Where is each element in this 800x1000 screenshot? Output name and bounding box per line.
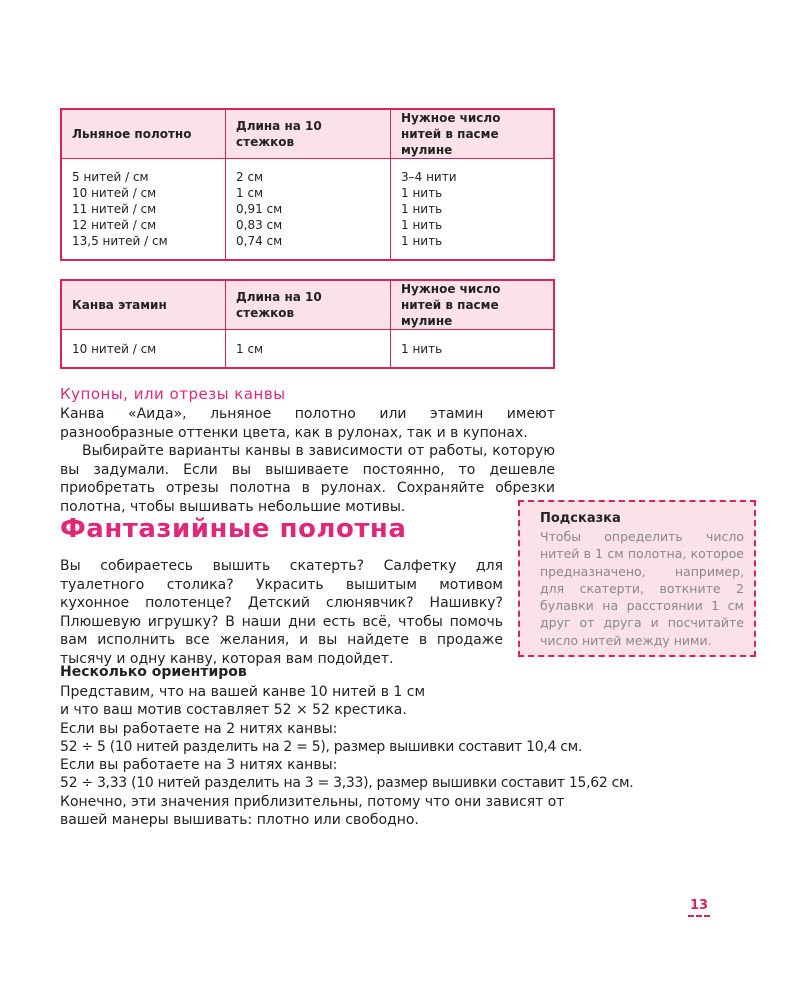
cell-line: 12 нитей / см xyxy=(72,218,157,232)
table-header-cell: Канва этамин xyxy=(61,280,226,330)
table-cell: 10 нитей / см xyxy=(61,330,226,369)
cell-line: 1 нить xyxy=(401,186,443,200)
guideline-line: Конечно, эти значения приблизительны, потому что они зависят от xyxy=(60,793,565,810)
cell-line: 1 нить xyxy=(401,202,443,216)
cell-line: 1 см xyxy=(236,186,264,200)
cell-line: 1 нить xyxy=(401,234,443,248)
table-row xyxy=(61,330,554,369)
coupons-paragraph-2: Выбирайте варианты канвы в зависимости от работы, которую вы задумали. Если вы вышиваете постоянно, то дешевле приобретать отрезы полотна в рулонах. Сохраняйте обрезки полотна, чтобы вышивать небольшие мотивы. xyxy=(60,443,555,515)
cell-line: 3–4 нити xyxy=(401,170,457,184)
guidelines-list xyxy=(60,683,634,829)
fancy-fabrics-heading: Фантазийные полотна xyxy=(60,514,407,544)
table-row xyxy=(61,159,554,261)
table-header-cell: Нужное число нитей в пасме мулине xyxy=(391,280,555,330)
page-number: 13 xyxy=(688,898,710,917)
table-header-cell: Длина на 10 стежков xyxy=(226,280,391,330)
guideline-line: 52 ÷ 3,33 (10 нитей разделить на 3 = 3,33), размер вышивки составит 15,62 см. xyxy=(60,775,634,792)
table-cell: 1 нить xyxy=(391,330,555,369)
cell-line: 1 нить xyxy=(401,218,443,232)
cell-line: 0,74 см xyxy=(236,234,283,248)
table-header-cell: Льняное полотно xyxy=(61,109,226,159)
tip-box xyxy=(518,500,756,657)
cell-line: 11 нитей / см xyxy=(72,202,157,216)
table-cell xyxy=(61,159,226,261)
cell-line: 0,91 см xyxy=(236,202,283,216)
cell-line: 13,5 нитей / см xyxy=(72,234,168,248)
etamine-table xyxy=(60,279,555,369)
table-header-cell: Длина на 10 стежков xyxy=(226,109,391,159)
cell-line: 0,83 см xyxy=(236,218,283,232)
guideline-line: 52 ÷ 5 (10 нитей разделить на 2 = 5), размер вышивки составит 10,4 см. xyxy=(60,738,583,755)
guideline-line: вашей манеры вышивать: плотно или свободно. xyxy=(60,812,419,829)
table-cell xyxy=(226,159,391,261)
table-header-row xyxy=(61,280,554,330)
cell-line: 5 нитей / см xyxy=(72,170,149,184)
fancy-fabrics-paragraph: Вы собираетесь вышить скатерть? Салфетку для туалетного столика? Украсить вышитым мотивом кухонное полотенце? Детский слюнявчик? Нашивку? Плюшевую игрушку? В наши дни есть всё, чтобы помочь вам исполнить все желания, и вы найдете в продаже тысячу и одну канву, которая вам подойдет. xyxy=(60,558,503,667)
table-cell: 1 см xyxy=(226,330,391,369)
coupons-heading: Купоны, или отрезы канвы xyxy=(60,385,286,403)
tip-text: Чтобы определить число нитей в 1 см полотна, которое предназначено, например, для скатерти, воткните 2 булавки на расстоянии 1 см друг от друга и посчитайте число нитей между ними. xyxy=(540,529,744,648)
table-cell xyxy=(391,159,555,261)
table-header-cell: Нужное число нитей в пасме мулине xyxy=(391,109,555,159)
table-header-row xyxy=(61,109,554,159)
guideline-line: и что ваш мотив составляет 52 × 52 крестика. xyxy=(60,702,407,719)
guideline-line: Если вы работаете на 2 нитях канвы: xyxy=(60,720,338,737)
guideline-line: Представим, что на вашей канве 10 нитей в 1 см xyxy=(60,684,426,700)
guidelines-heading: Несколько ориентиров xyxy=(60,664,247,680)
guideline-line: Если вы работаете на 3 нитях канвы: xyxy=(60,757,338,774)
cell-line: 10 нитей / см xyxy=(72,186,157,200)
tip-title: Подсказка xyxy=(540,511,621,526)
linen-table xyxy=(60,108,555,261)
coupons-paragraph-1: Канва «Аида», льняное полотно или этамин имеют разнообразные оттенки цвета, как в рулонах, так и в купонах. xyxy=(60,406,555,441)
cell-line: 2 см xyxy=(236,170,264,184)
